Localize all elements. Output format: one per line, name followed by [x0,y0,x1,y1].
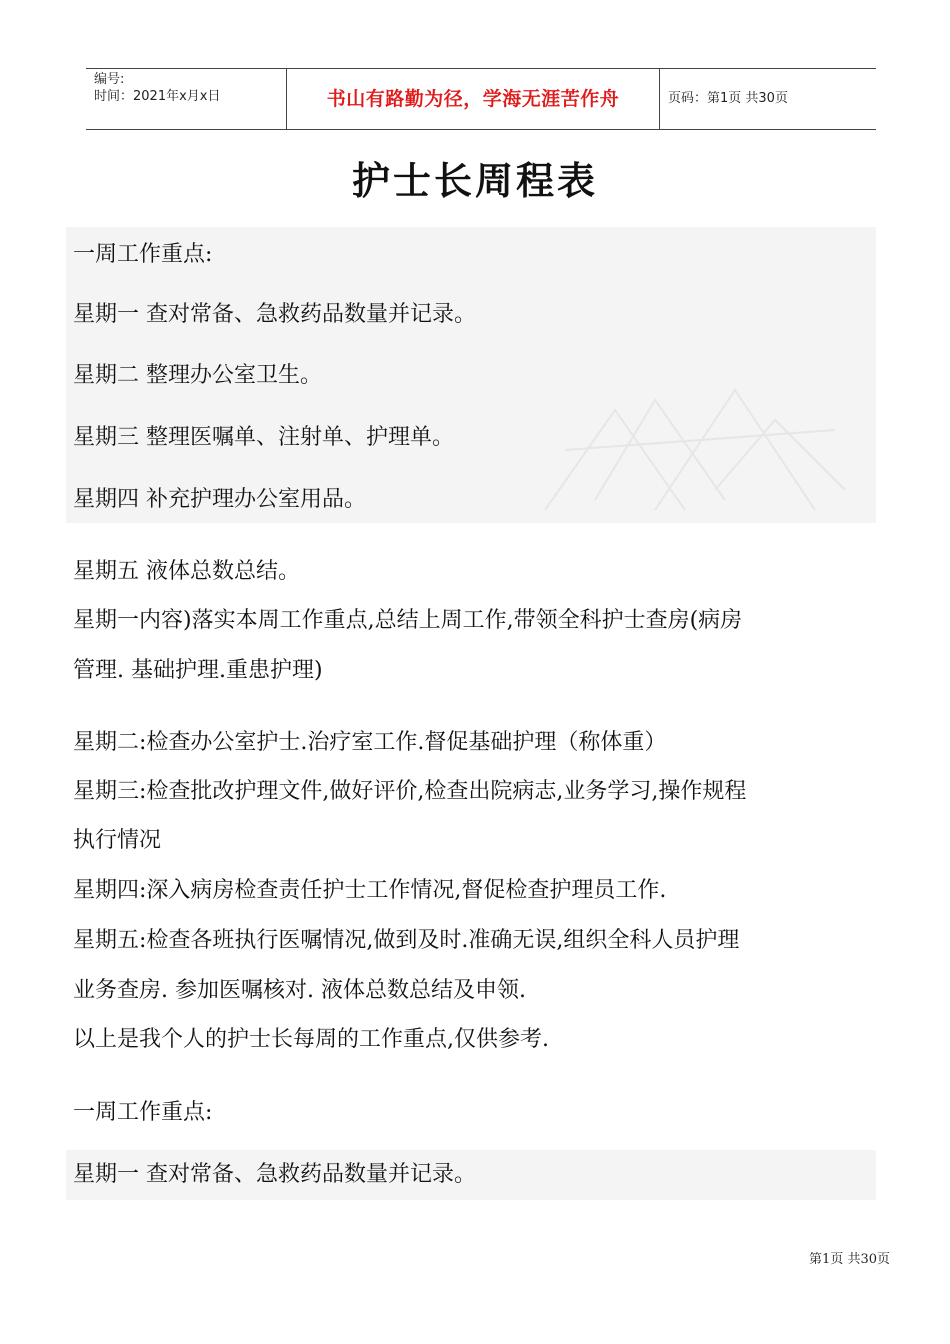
body-line: 一周工作重点: [73,1100,213,1125]
body-line: 星期二 整理办公室卫生。 [73,363,322,388]
body-line: 星期五:检查各班执行医嘱情况,做到及时.准确无误,组织全科人员护理 [73,928,740,953]
body-line: 星期一 查对常备、急救药品数量并记录。 [73,302,476,327]
body-line: 星期一 查对常备、急救药品数量并记录。 [73,1162,476,1187]
header-motto: 书山有路勤为径，学海无涯苦作舟 [286,69,660,129]
body-line: 星期三:检查批改护理文件,做好评价,检查出院病志,业务学习,操作规程 [73,779,747,804]
number-label: 编号: [94,72,125,87]
body-line: 执行情况 [73,828,162,853]
body-line: 星期一内容)落实本周工作重点,总结上周工作,带领全科护士查房(病房 [73,608,743,633]
body-line: 星期五 液体总数总结。 [73,559,300,584]
body-line: 星期四 补充护理办公室用品。 [73,487,366,512]
body-line: 星期四:深入病房检查责任护士工作情况,督促检查护理员工作. [73,878,667,903]
header-meta [86,69,286,129]
page-footer: 第1页 共30页 [809,1252,890,1267]
body-line: 星期三 整理医嘱单、注射单、护理单。 [73,425,454,450]
watermark-graphic [535,370,855,520]
time-label: 时间：2021年x月x日 [94,89,221,104]
body-line: 业务查房. 参加医嘱核对. 液体总数总结及申领. [73,978,526,1003]
body-line: 一周工作重点: [73,242,213,267]
page-header [86,68,876,130]
document-title: 护士长周程表 [351,158,598,203]
body-line: 星期二:检查办公室护士.治疗室工作.督促基础护理（称体重） [73,730,667,755]
body-line: 以上是我个人的护士长每周的工作重点,仅供参考. [73,1027,549,1052]
header-page-label: 页码：第1页 共30页 [668,91,788,106]
body-line: 管理. 基础护理.重患护理) [73,658,323,683]
